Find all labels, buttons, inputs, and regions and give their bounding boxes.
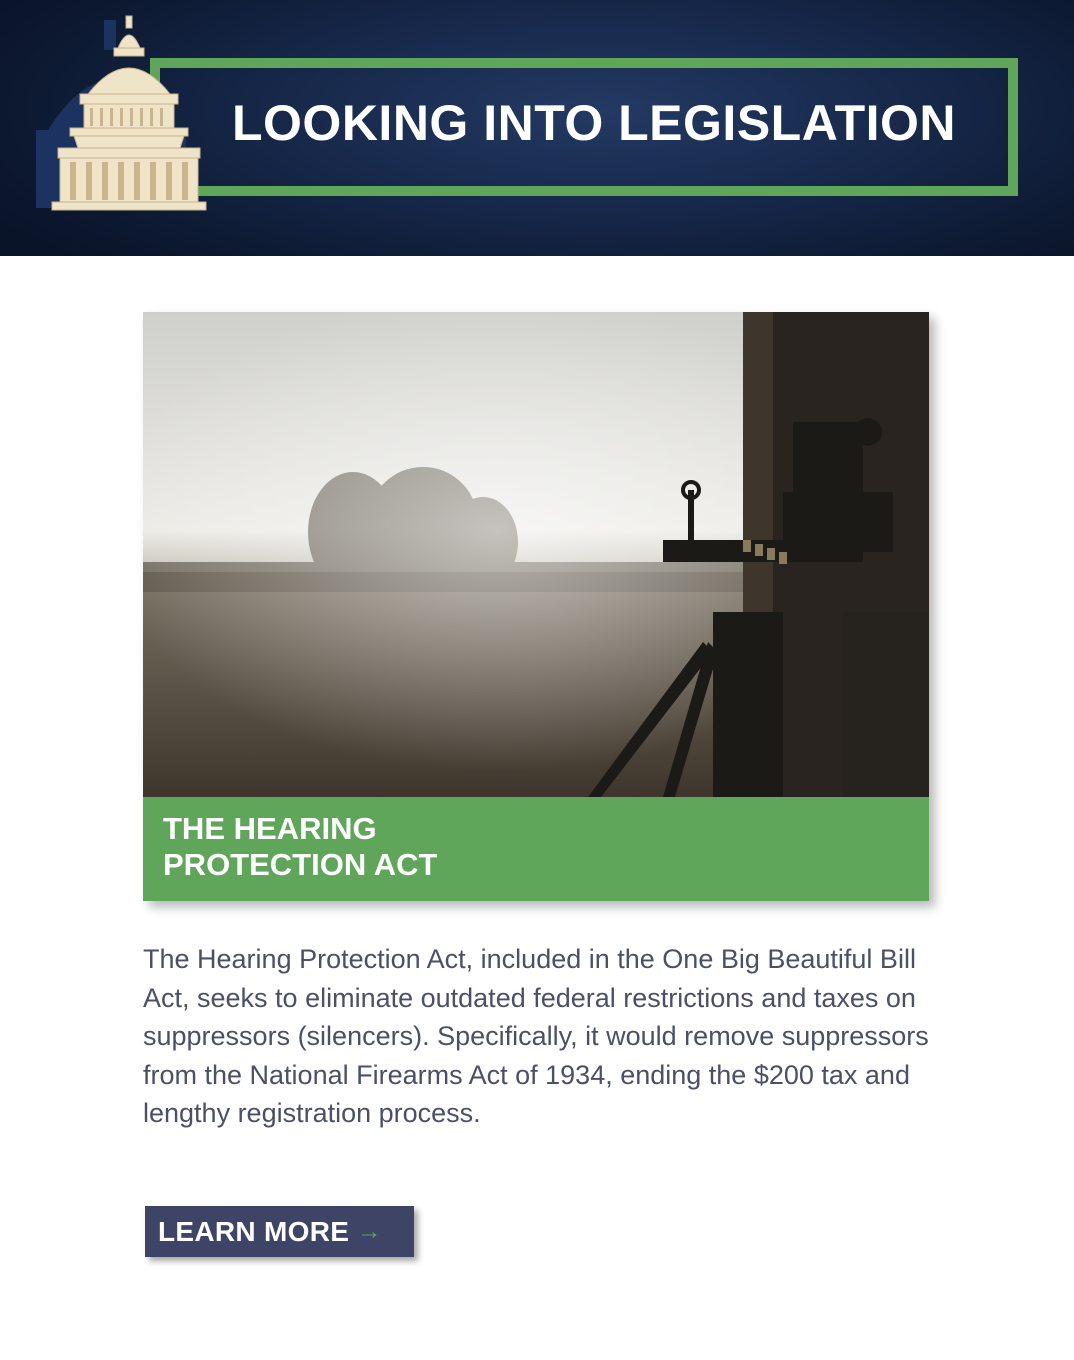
learn-more-label: LEARN MORE	[158, 1215, 350, 1247]
arrow-right-icon: →	[357, 1217, 382, 1245]
banner-title: LOOKING INTO LEGISLATION	[232, 95, 957, 151]
article-description: The Hearing Protection Act, included in the One Big Beautiful Bill Act, seeks to eliminate outdated federal restrictions and taxes on suppressors (silencers). Specifically, it would remove suppressors from the National Firearms Act of 1934, ending the $200 tax and lengthy registration process.	[143, 944, 929, 1129]
header-banner	[0, 0, 1074, 256]
article-title[interactable]: THE HEARING PROTECTION ACT	[163, 811, 438, 882]
article-caption-bar[interactable]	[143, 797, 929, 901]
soldier-machine-gun-image	[143, 312, 929, 797]
learn-more-button[interactable]	[145, 1206, 414, 1257]
article-card[interactable]	[143, 312, 929, 901]
article-photo[interactable]	[143, 312, 929, 797]
capitol-building-icon	[30, 12, 220, 217]
